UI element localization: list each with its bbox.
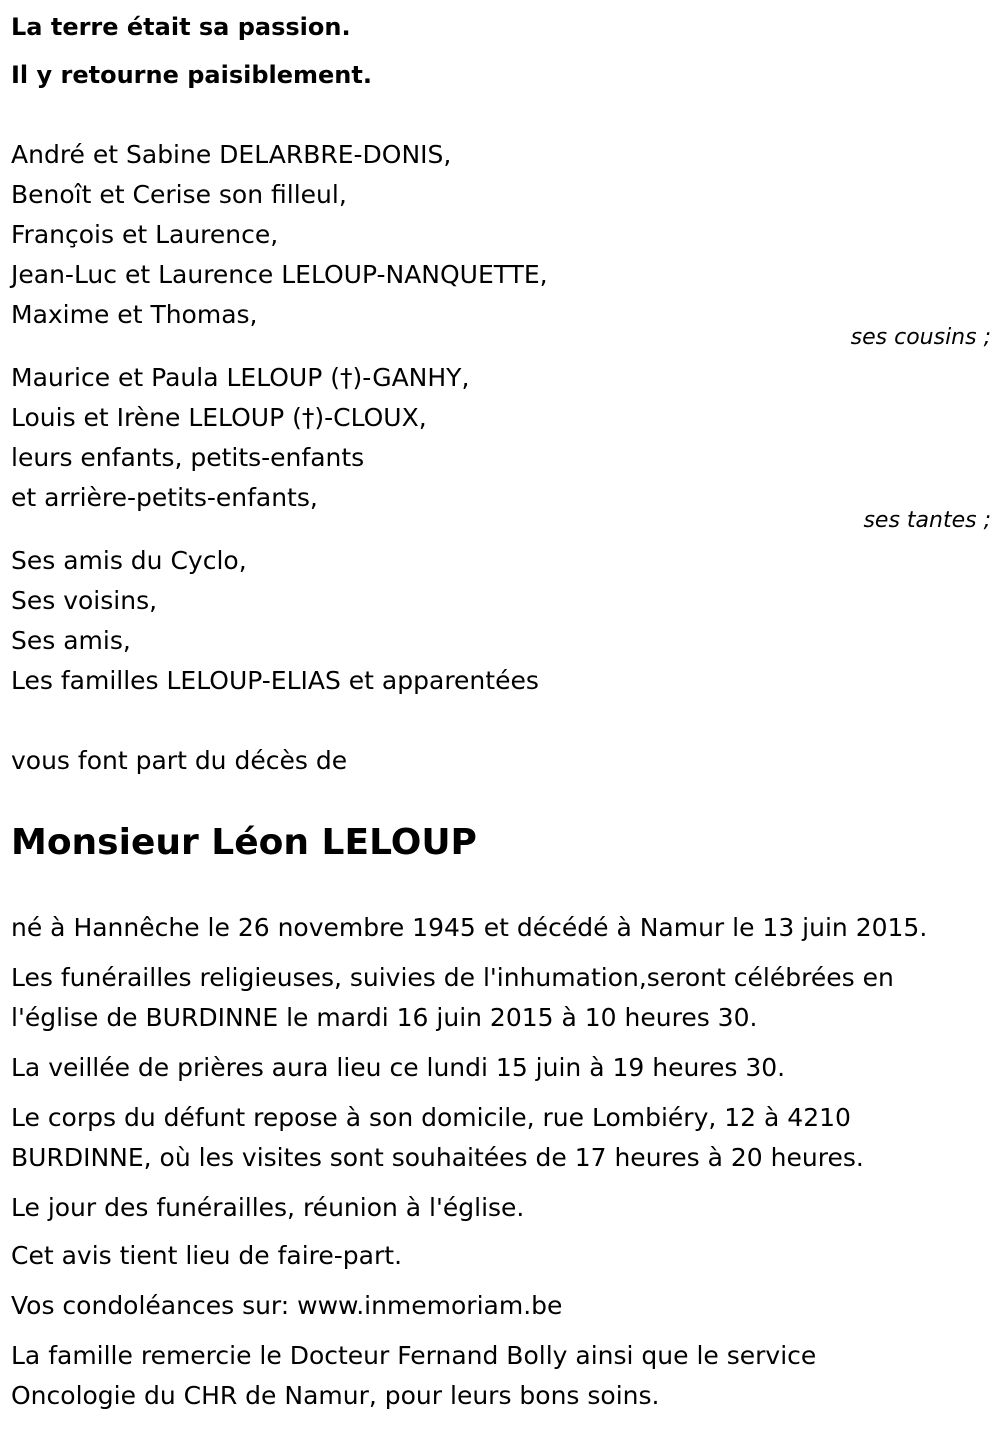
detail-condolences: Vos condoléances sur: www.inmemoriam.be <box>11 1291 563 1320</box>
detail-thanks-line-2: Oncologie du CHR de Namur, pour leurs bons soins. <box>11 1381 660 1410</box>
cousins-role: ses cousins ; <box>850 325 991 350</box>
detail-body-line-1: Le corps du défunt repose à son domicile, rue Lombiéry, 12 à 4210 <box>11 1103 851 1132</box>
tantes-line-1: Maurice et Paula LELOUP (†)-GANHY, <box>11 363 470 392</box>
detail-notice: Cet avis tient lieu de faire-part. <box>11 1241 403 1270</box>
cousins-line-3: François et Laurence, <box>11 220 279 249</box>
cousins-line-4: Jean-Luc et Laurence LELOUP-NANQUETTE, <box>11 260 548 289</box>
tantes-line-3: leurs enfants, petits-enfants <box>11 443 365 472</box>
friends-line-4: Les familles LELOUP-ELIAS et apparentées <box>11 666 539 695</box>
cousins-line-1: André et Sabine DELARBRE-DONIS, <box>11 140 452 169</box>
friends-line-2: Ses voisins, <box>11 586 158 615</box>
detail-thanks-line-1: La famille remercie le Docteur Fernand Bolly ainsi que le service <box>11 1341 817 1370</box>
detail-funeral-line-2: l'église de BURDINNE le mardi 16 juin 2015 à 10 heures 30. <box>11 1003 758 1032</box>
announcement: vous font part du décès de <box>11 746 348 775</box>
detail-birth-death: né à Hannêche le 26 novembre 1945 et décédé à Namur le 13 juin 2015. <box>11 913 928 942</box>
cousins-line-5: Maxime et Thomas, <box>11 300 258 329</box>
tantes-line-2: Louis et Irène LELOUP (†)-CLOUX, <box>11 403 427 432</box>
tantes-line-4: et arrière-petits-enfants, <box>11 483 318 512</box>
detail-meeting: Le jour des funérailles, réunion à l'église. <box>11 1193 525 1222</box>
detail-funeral-line-1: Les funérailles religieuses, suivies de l'inhumation,seront célébrées en <box>11 963 894 992</box>
friends-line-3: Ses amis, <box>11 626 131 655</box>
epigraph-line-2: Il y retourne paisiblement. <box>11 61 372 89</box>
tantes-role: ses tantes ; <box>863 508 991 533</box>
detail-body-line-2: BURDINNE, où les visites sont souhaitées de 17 heures à 20 heures. <box>11 1143 864 1172</box>
friends-line-1: Ses amis du Cyclo, <box>11 546 247 575</box>
deceased-name: Monsieur Léon LELOUP <box>11 822 477 863</box>
cousins-line-2: Benoît et Cerise son filleul, <box>11 180 347 209</box>
epigraph-line-1: La terre était sa passion. <box>11 13 351 41</box>
detail-vigil: La veillée de prières aura lieu ce lundi 15 juin à 19 heures 30. <box>11 1053 786 1082</box>
